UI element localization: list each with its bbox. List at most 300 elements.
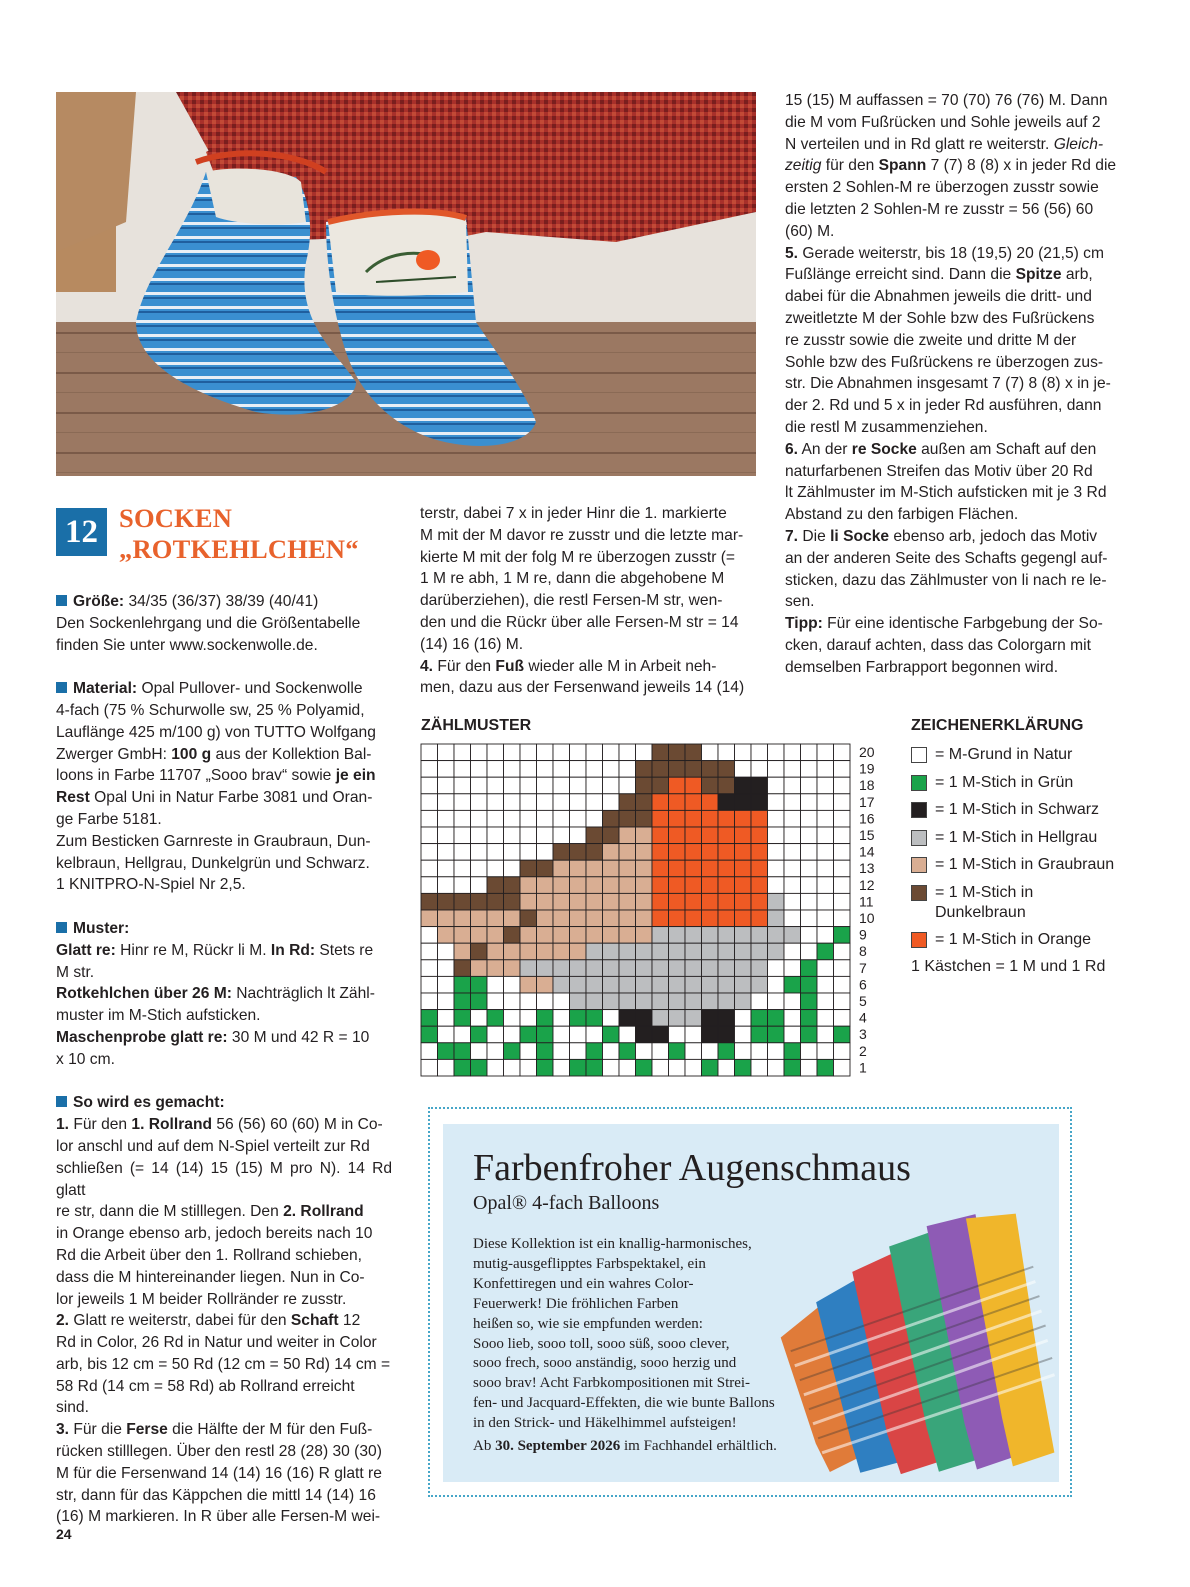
text-line: ersten 2 Sohlen-M re überzogen zusstr sowie bbox=[785, 179, 1099, 197]
chart-cell bbox=[735, 761, 752, 778]
chart-row-label: 12 bbox=[859, 876, 875, 893]
chart-cell bbox=[834, 1026, 851, 1043]
chart-cell bbox=[454, 1010, 471, 1027]
chart-cell bbox=[504, 794, 521, 811]
chart-cell bbox=[702, 960, 719, 977]
chart-cell bbox=[702, 877, 719, 894]
chart-cell bbox=[768, 877, 785, 894]
chart-cell bbox=[735, 1026, 752, 1043]
chart-cell bbox=[817, 761, 834, 778]
text-line: N verteilen und in Rd glatt re weiterstr. Gleich- bbox=[785, 135, 1104, 153]
chart-cell bbox=[718, 1059, 735, 1076]
chart-cell bbox=[784, 844, 801, 861]
promo-title: Farbenfroher Augenschmaus bbox=[473, 1147, 911, 1189]
chart-cell bbox=[421, 993, 438, 1010]
chart-cell bbox=[834, 794, 851, 811]
chart-cell bbox=[652, 943, 669, 960]
promo-body-line: in den Strick- und Häkelhimmel aufsteigen! bbox=[473, 1415, 737, 1432]
chart-cell bbox=[570, 827, 587, 844]
instructions-part-2 bbox=[420, 503, 756, 699]
chart-cell bbox=[438, 993, 455, 1010]
chart-cell bbox=[685, 893, 702, 910]
chart-cell bbox=[553, 761, 570, 778]
chart-cell bbox=[817, 827, 834, 844]
chart-cell bbox=[801, 910, 818, 927]
text-line: sticken, dazu das Zählmuster von li nach re le- bbox=[785, 571, 1107, 589]
chart-cell bbox=[669, 827, 686, 844]
chart-cell bbox=[504, 761, 521, 778]
chart-cell bbox=[735, 827, 752, 844]
legend bbox=[911, 745, 1151, 958]
text-line: 5. Gerade weiterstr, bis 18 (19,5) 20 (21,5) cm bbox=[785, 244, 1104, 262]
chart-cell bbox=[685, 1059, 702, 1076]
chart-cell bbox=[586, 1043, 603, 1060]
chart-cell bbox=[801, 777, 818, 794]
chart-cell bbox=[421, 794, 438, 811]
chart-cell bbox=[735, 794, 752, 811]
chart-row-label: 4 bbox=[859, 1009, 867, 1026]
chart-cell bbox=[702, 827, 719, 844]
chart-cell bbox=[751, 893, 768, 910]
chart-cell bbox=[784, 1059, 801, 1076]
legend-swatch bbox=[911, 775, 927, 791]
chart-cell bbox=[685, 744, 702, 761]
text-line: (16) M markieren. In R über alle Fersen-M wei- bbox=[56, 1508, 381, 1526]
text-line: 15 (15) M auffassen = 70 (70) 76 (76) M. Dann bbox=[785, 92, 1108, 109]
material-line: Rest Opal Uni in Natur Farbe 3081 und Oran- bbox=[56, 789, 373, 807]
chart-cell bbox=[801, 927, 818, 944]
size-line: Den Sockenlehrgang und die Größentabelle bbox=[56, 614, 361, 632]
chart-cell bbox=[801, 1026, 818, 1043]
chart-cell bbox=[652, 1059, 669, 1076]
chart-cell bbox=[718, 910, 735, 927]
chart-cell bbox=[735, 777, 752, 794]
chart-cell bbox=[768, 927, 785, 944]
muster-label: Muster: bbox=[73, 919, 130, 937]
chart-cell bbox=[652, 827, 669, 844]
chart-cell bbox=[454, 777, 471, 794]
chart-cell bbox=[768, 960, 785, 977]
chart-cell bbox=[537, 993, 554, 1010]
chart-cell bbox=[454, 761, 471, 778]
text-line: lor anschl und auf dem N-Spiel verteilt zur Rd bbox=[56, 1137, 370, 1155]
chart-cell bbox=[454, 1026, 471, 1043]
chart-cell bbox=[421, 943, 438, 960]
chart-cell bbox=[619, 744, 636, 761]
instructions-part-3 bbox=[785, 90, 1121, 679]
legend-label: = 1 M-Stich in Hellgrau bbox=[935, 828, 1098, 846]
chart-cell bbox=[586, 943, 603, 960]
chart-cell bbox=[735, 877, 752, 894]
chart-cell bbox=[454, 794, 471, 811]
chart-cell bbox=[669, 844, 686, 861]
text-line: Rd die Arbeit über den 1. Rollrand schieben, bbox=[56, 1246, 363, 1264]
chart-cell bbox=[652, 993, 669, 1010]
material-line: loons in Farbe 11707 „Sooo brav“ sowie je ein bbox=[56, 767, 376, 785]
chart-cell bbox=[619, 761, 636, 778]
chart-cell bbox=[652, 860, 669, 877]
chart-cell bbox=[487, 893, 504, 910]
legend-item bbox=[911, 855, 1151, 875]
chart-cell bbox=[619, 910, 636, 927]
chart-cell bbox=[718, 877, 735, 894]
chart-cell bbox=[471, 993, 488, 1010]
chart-cell bbox=[603, 827, 620, 844]
chart-cell bbox=[784, 993, 801, 1010]
chart-cell bbox=[718, 1010, 735, 1027]
chart-cell bbox=[702, 910, 719, 927]
robin-socks-photo bbox=[56, 92, 756, 476]
chart-cell bbox=[603, 943, 620, 960]
chart-cell bbox=[801, 893, 818, 910]
chart-cell bbox=[784, 1026, 801, 1043]
chart-cell bbox=[520, 960, 537, 977]
sock-collection-photo bbox=[765, 1209, 1065, 1499]
chart-cell bbox=[751, 993, 768, 1010]
chart-cell bbox=[520, 794, 537, 811]
chart-cell bbox=[520, 943, 537, 960]
chart-cell bbox=[751, 976, 768, 993]
column-3 bbox=[785, 90, 1121, 679]
chart-cell bbox=[801, 993, 818, 1010]
chart-cell bbox=[768, 943, 785, 960]
chart-cell bbox=[636, 860, 653, 877]
text-line: re str, dann die M stilllegen. Den 2. Rollrand bbox=[56, 1203, 364, 1221]
chart-cell bbox=[504, 1010, 521, 1027]
chart-cell bbox=[636, 794, 653, 811]
chart-cell bbox=[685, 993, 702, 1010]
chart-cell bbox=[471, 744, 488, 761]
chart-cell bbox=[537, 844, 554, 861]
chart-cell bbox=[652, 844, 669, 861]
chart-cell bbox=[570, 943, 587, 960]
chart-cell bbox=[817, 844, 834, 861]
chart-cell bbox=[520, 993, 537, 1010]
chart-cell bbox=[636, 893, 653, 910]
chart-cell bbox=[586, 877, 603, 894]
chart-cell bbox=[768, 976, 785, 993]
bullet-square-icon bbox=[56, 682, 67, 693]
chart-cell bbox=[421, 877, 438, 894]
chart-cell bbox=[454, 810, 471, 827]
promo-body-line: mutig-ausgeflipptes Farbspektakel, ein bbox=[473, 1255, 706, 1272]
chart-cell bbox=[520, 1043, 537, 1060]
chart-cell bbox=[487, 927, 504, 944]
chart-cell bbox=[784, 976, 801, 993]
chart-cell bbox=[801, 844, 818, 861]
text-line: die M vom Fußrücken und Sohle jeweils auf 2 bbox=[785, 113, 1101, 131]
chart-cell bbox=[801, 1010, 818, 1027]
chart-cell bbox=[619, 1010, 636, 1027]
chart-cell bbox=[718, 827, 735, 844]
chart-cell bbox=[817, 794, 834, 811]
chart-cell bbox=[636, 1010, 653, 1027]
chart-cell bbox=[768, 1059, 785, 1076]
chart-cell bbox=[438, 1059, 455, 1076]
chart-cell bbox=[619, 877, 636, 894]
chart-cell bbox=[817, 744, 834, 761]
chart-cell bbox=[751, 1026, 768, 1043]
chart-cell bbox=[487, 761, 504, 778]
text-line: zeitig für den Spann 7 (7) 8 (8) x in jeder Rd die bbox=[785, 157, 1117, 175]
chart-cell bbox=[421, 827, 438, 844]
legend-item bbox=[911, 883, 1151, 923]
chart-cell bbox=[504, 976, 521, 993]
chart-cell bbox=[768, 910, 785, 927]
chart-cell bbox=[834, 943, 851, 960]
chart-cell bbox=[834, 993, 851, 1010]
chart-cell bbox=[636, 1043, 653, 1060]
chart-cell bbox=[817, 1026, 834, 1043]
chart-cell bbox=[570, 960, 587, 977]
chart-cell bbox=[702, 943, 719, 960]
chart-cell bbox=[751, 794, 768, 811]
chart-cell bbox=[735, 1010, 752, 1027]
chart-cell bbox=[421, 860, 438, 877]
chart-cell bbox=[784, 877, 801, 894]
chart-cell bbox=[735, 960, 752, 977]
chart-cell bbox=[487, 744, 504, 761]
chart-cell bbox=[817, 777, 834, 794]
chart-cell bbox=[817, 893, 834, 910]
chart-cell bbox=[553, 1026, 570, 1043]
size-text: 34/35 (36/37) 38/39 (40/41) bbox=[124, 593, 319, 610]
chart-cell bbox=[586, 761, 603, 778]
chart-cell bbox=[784, 827, 801, 844]
chart-row-label: 5 bbox=[859, 993, 867, 1009]
chart-cell bbox=[603, 976, 620, 993]
text-line: 58 Rd (14 cm = 58 Rd) ab Rollrand erreicht bbox=[56, 1377, 355, 1395]
text-line: in Orange ebenso arb, jedoch bereits nach 10 bbox=[56, 1225, 373, 1243]
chart-cell bbox=[619, 927, 636, 944]
chart-cell bbox=[801, 943, 818, 960]
chart-cell bbox=[718, 960, 735, 977]
legend-item bbox=[911, 745, 1151, 765]
chart-cell bbox=[702, 993, 719, 1010]
chart-cell bbox=[669, 960, 686, 977]
chart-cell bbox=[603, 1059, 620, 1076]
size-label: Größe: bbox=[73, 593, 125, 610]
chart-cell bbox=[636, 827, 653, 844]
chart-row-label: 2 bbox=[859, 1042, 867, 1059]
legend-item bbox=[911, 773, 1151, 793]
chart-cell bbox=[817, 960, 834, 977]
chart-cell bbox=[652, 910, 669, 927]
chart-cell bbox=[471, 976, 488, 993]
chart-cell bbox=[685, 877, 702, 894]
chart-row-label: 19 bbox=[859, 760, 875, 777]
chart-cell bbox=[669, 1010, 686, 1027]
chart-cell bbox=[652, 960, 669, 977]
text-line: terstr, dabei 7 x in jeder Hinr die 1. markierte bbox=[420, 505, 727, 522]
text-line: str. Die Abnahmen insgesamt 7 (7) 8 (8) x in je- bbox=[785, 375, 1111, 393]
chart-cell bbox=[669, 794, 686, 811]
chart-cell bbox=[454, 943, 471, 960]
chart-cell bbox=[751, 810, 768, 827]
text-line: sen. bbox=[785, 593, 815, 611]
chart-row-label: 8 bbox=[859, 943, 867, 960]
legend-swatch bbox=[911, 857, 927, 873]
chart-row-label: 18 bbox=[859, 777, 875, 794]
chart-cell bbox=[652, 893, 669, 910]
chart-cell bbox=[801, 761, 818, 778]
chart-cell bbox=[504, 993, 521, 1010]
chart-cell bbox=[801, 960, 818, 977]
chart-cell bbox=[669, 943, 686, 960]
chart-cell bbox=[817, 1043, 834, 1060]
legend-label: = M-Grund in Natur bbox=[935, 746, 1073, 763]
chart-cell bbox=[520, 877, 537, 894]
chart-cell bbox=[636, 1059, 653, 1076]
chart-cell bbox=[520, 1026, 537, 1043]
chart-cell bbox=[504, 844, 521, 861]
chart-cell bbox=[553, 927, 570, 944]
chart-cell bbox=[718, 1043, 735, 1060]
chart-cell bbox=[454, 860, 471, 877]
chart-cell bbox=[471, 910, 488, 927]
chart-cell bbox=[834, 844, 851, 861]
chart-cell bbox=[487, 827, 504, 844]
chart-cell bbox=[735, 927, 752, 944]
chart-cell bbox=[520, 860, 537, 877]
promo-body-line: Diese Kollektion ist ein knallig-harmonisches, bbox=[473, 1236, 752, 1252]
text-line: kierte M mit der folg M re überzogen zusstr (= bbox=[420, 548, 736, 566]
chart-cell bbox=[619, 993, 636, 1010]
chart-row-label: 17 bbox=[859, 793, 875, 810]
chart-cell bbox=[718, 1026, 735, 1043]
chart-cell bbox=[603, 910, 620, 927]
chart-cell bbox=[537, 976, 554, 993]
chart-heading: ZÄHLMUSTER bbox=[421, 717, 532, 734]
text-line: rücken stilllegen. Über den restl 28 (28) 30 (30) bbox=[56, 1443, 382, 1461]
chart-cell bbox=[537, 1026, 554, 1043]
chart-cell bbox=[438, 827, 455, 844]
chart-cell bbox=[702, 1043, 719, 1060]
chart-cell bbox=[553, 810, 570, 827]
chart-cell bbox=[438, 976, 455, 993]
chart-cell bbox=[619, 976, 636, 993]
legend-label: = 1 M-Stich in Graubraun bbox=[935, 856, 1115, 873]
chart-cell bbox=[652, 1026, 669, 1043]
chart-cell bbox=[669, 993, 686, 1010]
chart-cell bbox=[784, 910, 801, 927]
chart-cell bbox=[471, 1059, 488, 1076]
chart-cell bbox=[570, 976, 587, 993]
chart-cell bbox=[784, 860, 801, 877]
chart-cell bbox=[487, 993, 504, 1010]
chart-cell bbox=[603, 744, 620, 761]
text-line: str, dann für das Käppchen die mittl 14 (14) 16 bbox=[56, 1486, 376, 1504]
chart-cell bbox=[603, 1026, 620, 1043]
chart-cell bbox=[471, 827, 488, 844]
chart-cell bbox=[421, 910, 438, 927]
chart-cell bbox=[570, 844, 587, 861]
chart-cell bbox=[454, 1043, 471, 1060]
chart-cell bbox=[603, 893, 620, 910]
counting-chart bbox=[420, 743, 890, 1083]
chart-cell bbox=[570, 877, 587, 894]
legend-swatch bbox=[911, 830, 927, 846]
legend-swatch bbox=[911, 747, 927, 763]
text-line: der 2. Rd und 5 x in jeder Rd ausführen, dann bbox=[785, 397, 1102, 415]
chart-cell bbox=[784, 777, 801, 794]
chart-cell bbox=[537, 910, 554, 927]
chart-cell bbox=[454, 976, 471, 993]
chart-cell bbox=[603, 1010, 620, 1027]
chart-cell bbox=[421, 844, 438, 861]
chart-cell bbox=[702, 1059, 719, 1076]
text-line: 3. Für die Ferse die Hälfte der M für den Fuß- bbox=[56, 1421, 373, 1439]
chart-cell bbox=[471, 1026, 488, 1043]
chart-cell bbox=[751, 744, 768, 761]
chart-cell bbox=[718, 777, 735, 794]
chart-cell bbox=[438, 1026, 455, 1043]
promo-body-line: heißen so, wie sie empfunden werden: bbox=[473, 1315, 703, 1332]
chart-cell bbox=[619, 960, 636, 977]
chart-cell bbox=[438, 844, 455, 861]
chart-cell bbox=[421, 1010, 438, 1027]
chart-cell bbox=[471, 810, 488, 827]
chart-cell bbox=[537, 893, 554, 910]
chart-cell bbox=[784, 927, 801, 944]
chart-cell bbox=[520, 761, 537, 778]
chart-cell bbox=[652, 810, 669, 827]
chart-cell bbox=[619, 827, 636, 844]
chart-cell bbox=[669, 1059, 686, 1076]
chart-cell bbox=[636, 910, 653, 927]
chart-cell bbox=[817, 860, 834, 877]
chart-cell bbox=[702, 777, 719, 794]
chart-cell bbox=[685, 794, 702, 811]
chart-cell bbox=[702, 1026, 719, 1043]
chart-cell bbox=[685, 976, 702, 993]
chart-cell bbox=[570, 1043, 587, 1060]
chart-cell bbox=[438, 910, 455, 927]
chart-cell bbox=[586, 910, 603, 927]
chart-cell bbox=[735, 844, 752, 861]
chart-cell bbox=[751, 844, 768, 861]
text-line: (60) M. bbox=[785, 222, 835, 240]
chart-cell bbox=[421, 1059, 438, 1076]
chart-cell bbox=[768, 1026, 785, 1043]
muster-line: Glatt re: Hinr re M, Rückr li M. In Rd: Stets re bbox=[56, 941, 374, 959]
chart-cell bbox=[619, 777, 636, 794]
text-line: Fußlänge erreicht sind. Dann die Spitze arb, bbox=[785, 266, 1093, 284]
chart-cell bbox=[636, 927, 653, 944]
chart-cell bbox=[685, 960, 702, 977]
chart-cell bbox=[817, 943, 834, 960]
chart-cell bbox=[454, 827, 471, 844]
chart-cell bbox=[636, 844, 653, 861]
chart-cell bbox=[669, 893, 686, 910]
chart-cell bbox=[834, 960, 851, 977]
instructions-part-1 bbox=[56, 1114, 392, 1528]
chart-cell bbox=[702, 794, 719, 811]
chart-cell bbox=[504, 943, 521, 960]
material-line: kelbraun, Hellgrau, Dunkelgrün und Schwarz. bbox=[56, 854, 370, 872]
chart-cell bbox=[619, 943, 636, 960]
chart-cell bbox=[735, 810, 752, 827]
legend-item bbox=[911, 800, 1151, 820]
page-title bbox=[119, 503, 359, 565]
chart-cell bbox=[619, 810, 636, 827]
legend-heading: ZEICHENERKLÄRUNG bbox=[911, 717, 1084, 734]
chart-cell bbox=[669, 927, 686, 944]
chart-cell bbox=[586, 1010, 603, 1027]
muster-line: Maschenprobe glatt re: 30 M und 42 R = 10 bbox=[56, 1028, 370, 1046]
chart-cell bbox=[834, 910, 851, 927]
chart-cell bbox=[504, 1059, 521, 1076]
